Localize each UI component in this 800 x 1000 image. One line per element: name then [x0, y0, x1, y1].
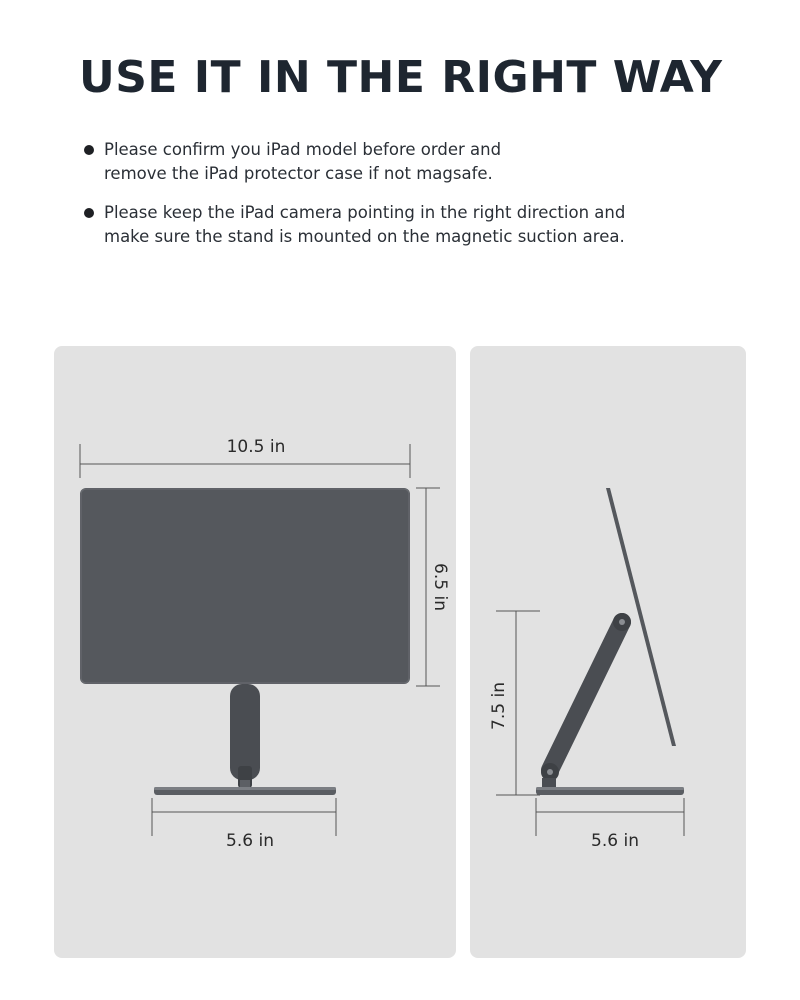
page-title: USE IT IN THE RIGHT WAY: [79, 52, 723, 103]
stand-arm: [550, 622, 622, 770]
width-label: 10.5 in: [226, 437, 286, 457]
tablet-front: [80, 488, 410, 684]
instruction-item: [84, 138, 724, 186]
instruction-list: [84, 138, 724, 264]
instruction-line: remove the iPad protector case if not magsafe.: [104, 164, 493, 183]
side-view-panel: [470, 346, 746, 958]
stand-pole: [230, 684, 260, 780]
instruction-item: [84, 201, 724, 249]
base-label: 5.6 in: [226, 831, 274, 851]
instruction-line: Please keep the iPad camera pointing in the right direction and: [104, 203, 626, 222]
instruction-line: make sure the stand is mounted on the magnetic suction area.: [104, 227, 625, 246]
side-view-illustration: [470, 346, 746, 958]
base-label: 5.6 in: [591, 831, 639, 851]
instruction-line: Please confirm you iPad model before order and: [104, 140, 502, 159]
height-label: 6.5 in: [430, 563, 450, 611]
height-label: 7.5 in: [489, 682, 509, 730]
front-view-panel: [54, 346, 456, 958]
front-view-illustration: [54, 346, 456, 958]
